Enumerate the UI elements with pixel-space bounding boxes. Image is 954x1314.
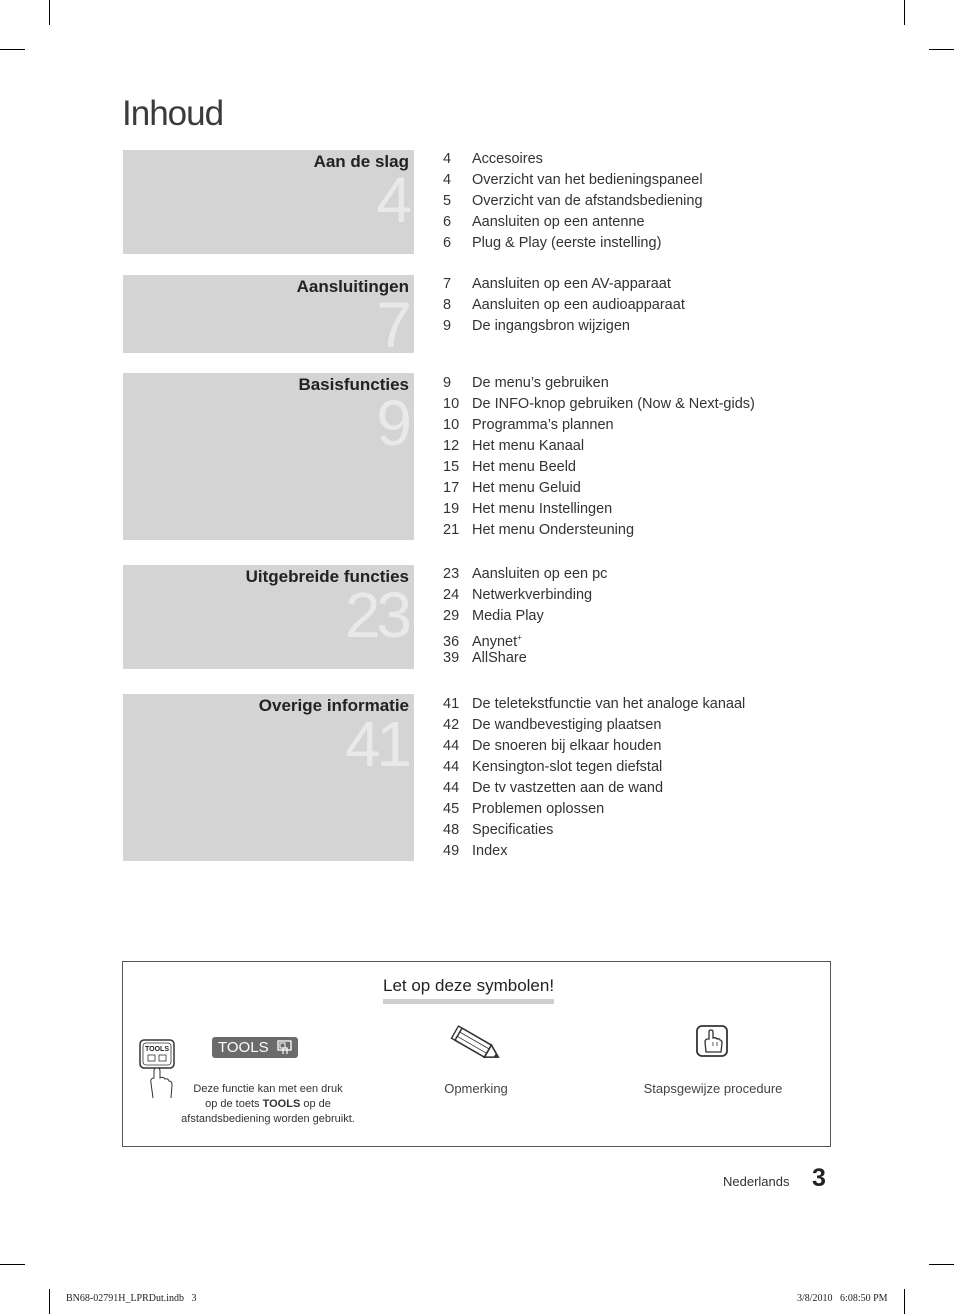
tools-badge-icon (277, 1040, 292, 1055)
crop-mark (929, 49, 954, 50)
toc-entry[interactable]: 10 Programma’s plannen (443, 417, 614, 433)
section-title: Aan de slag (313, 152, 409, 171)
toc-entry[interactable]: 23 Aansluiten op een pc (443, 566, 608, 582)
toc-entry[interactable]: 48 Specificaties (443, 822, 554, 838)
tools-caption: Deze functie kan met een druk op de toets TOOLS op de afstandsbediening worden gebruikt. (181, 1083, 355, 1125)
print-slug-file: BN68-02791H_LPRDut.indb 3 (66, 1293, 197, 1304)
symbols-legend (122, 961, 831, 1147)
crop-mark (49, 0, 50, 25)
crop-mark (0, 49, 25, 50)
toc-entry[interactable]: 42 De wandbevestiging plaatsen (443, 717, 662, 733)
toc-entry[interactable]: 45 Problemen oplossen (443, 801, 605, 817)
toc-entry[interactable]: 44 De snoeren bij elkaar houden (443, 738, 662, 754)
crop-mark (904, 1289, 905, 1314)
section-title: Overige informatie (258, 696, 409, 715)
pencil-note-icon (449, 1024, 505, 1068)
toc-entry[interactable]: 44 De tv vastzetten aan de wand (443, 780, 664, 796)
toc-entry[interactable]: 10 De INFO-knop gebruiken (Now & Next-gids) (443, 396, 755, 412)
note-caption: Opmerking (444, 1081, 508, 1096)
legend-title: Let op deze symbolen! (383, 976, 554, 1004)
toc-list-uitgebreide-functies (443, 564, 607, 669)
toc-entry[interactable]: 36 Anynet+ (443, 633, 522, 650)
toc-entry[interactable]: 9 De ingangsbron wijzigen (443, 318, 630, 334)
toc-entry[interactable]: 6 Plug & Play (eerste instelling) (443, 235, 662, 251)
print-slug-date: 3/8/2010 6:08:50 PM (797, 1293, 888, 1304)
toc-entry[interactable]: 7 Aansluiten op een AV-apparaat (443, 276, 671, 292)
page-title: Inhoud (122, 94, 224, 133)
toc-entry[interactable]: 19 Het menu Instellingen (443, 501, 613, 517)
section-box-overige-informatie (123, 694, 414, 861)
toc-entry[interactable]: 39 AllShare (443, 650, 527, 666)
section-number: 7 (376, 289, 408, 353)
section-title: Aansluitingen (296, 277, 409, 296)
step-caption: Stapsgewijze procedure (643, 1081, 783, 1096)
toc-entry[interactable]: 5 Overzicht van de afstandsbediening (443, 193, 703, 209)
toc-entry[interactable]: 12 Het menu Kanaal (443, 438, 585, 454)
toc-entry[interactable]: 6 Aansluiten op een antenne (443, 214, 645, 230)
section-title: Basisfuncties (298, 375, 409, 394)
toc-entry[interactable]: 21 Het menu Ondersteuning (443, 522, 635, 538)
section-box-aansluitingen (123, 275, 414, 353)
section-box-uitgebreide-functies (123, 565, 414, 669)
toc-entry[interactable]: 8 Aansluiten op een audioapparaat (443, 297, 685, 313)
crop-mark (49, 1289, 50, 1314)
page-number: 3 (812, 1164, 826, 1192)
toc-entry[interactable]: 9 De menu’s gebruiken (443, 375, 609, 391)
toc-entry[interactable]: 44 Kensington-slot tegen diefstal (443, 759, 663, 775)
toc-list-overige-informatie (443, 694, 745, 862)
toc-entry[interactable]: 24 Netwerkverbinding (443, 587, 593, 603)
step-procedure-icon (695, 1024, 729, 1058)
toc-entry[interactable]: 41 De teletekstfunctie van het analoge kanaal (443, 696, 746, 712)
crop-mark (904, 0, 905, 25)
toc-entry[interactable]: 4 Accesoires (443, 151, 543, 167)
footer-language: Nederlands (723, 1174, 790, 1189)
toc-entry[interactable]: 4 Overzicht van het bedieningspaneel (443, 172, 703, 188)
toc-entry[interactable]: 17 Het menu Geluid (443, 480, 581, 496)
section-box-aan-de-slag (123, 150, 414, 254)
toc-list-aan-de-slag (443, 149, 703, 254)
tools-badge: TOOLS (212, 1037, 298, 1058)
section-number: 23 (344, 579, 408, 651)
toc-list-basisfuncties (443, 373, 755, 541)
crop-mark (0, 1264, 25, 1265)
toc-entry[interactable]: 29 Media Play (443, 608, 544, 624)
svg-text:TOOLS: TOOLS (145, 1046, 169, 1053)
toc-entry[interactable]: 15 Het menu Beeld (443, 459, 576, 475)
toc-entry[interactable]: 49 Index (443, 843, 508, 859)
section-box-basisfuncties (123, 373, 414, 540)
crop-mark (929, 1264, 954, 1265)
section-number: 9 (376, 387, 408, 459)
section-number: 41 (344, 708, 408, 780)
section-title: Uitgebreide functies (245, 567, 409, 586)
toc-list-aansluitingen (443, 274, 685, 337)
section-number: 4 (376, 164, 408, 236)
